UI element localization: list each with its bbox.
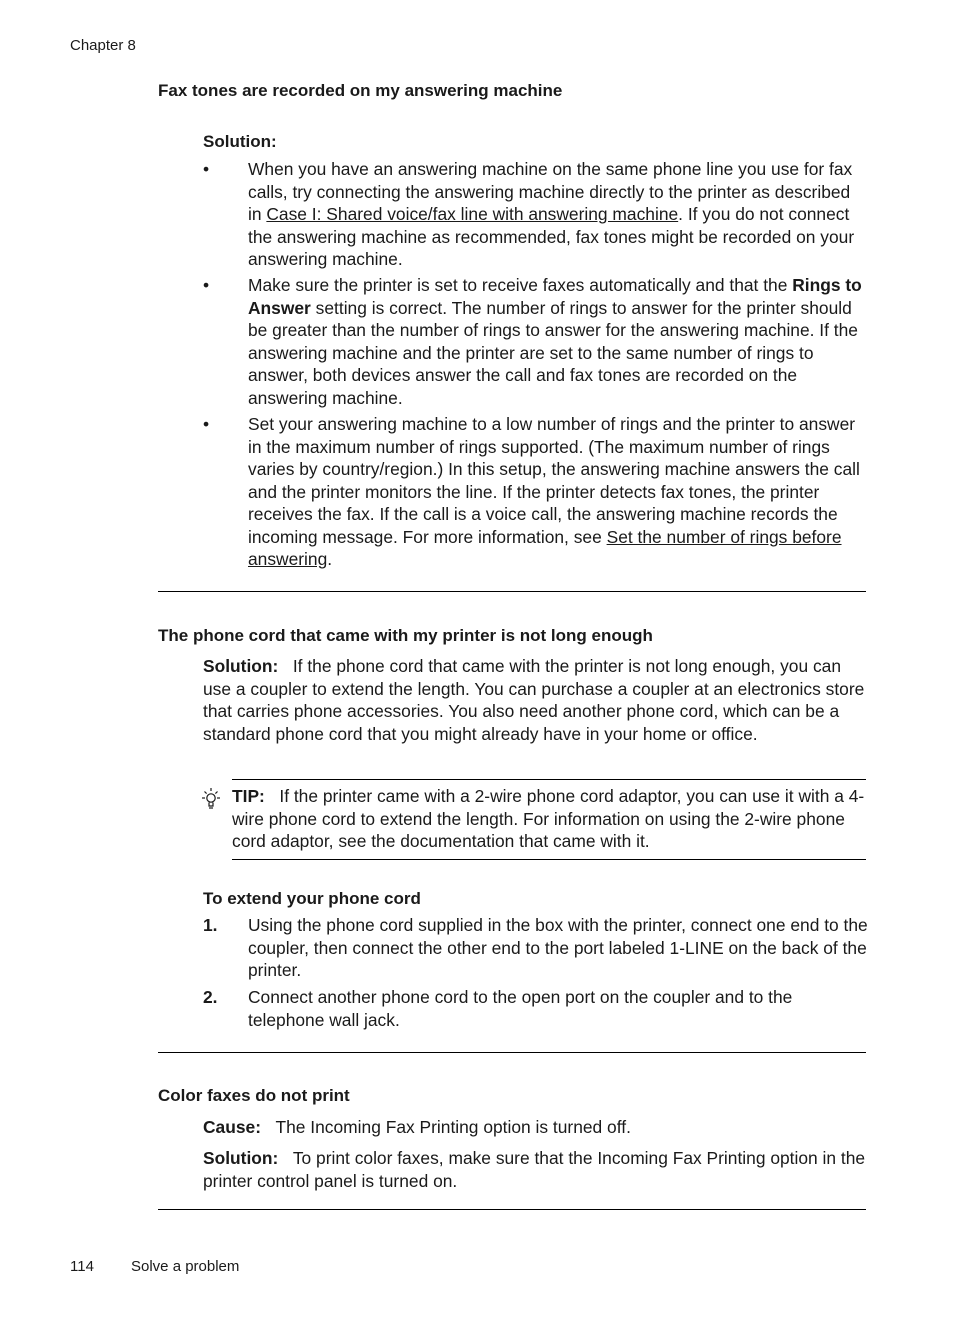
footer-section: Solve a problem — [131, 1258, 240, 1275]
step-number: 2. — [203, 987, 218, 1007]
bullet-item-2: Make sure the printer is set to receive faxes automatically and that the Rings to Answer setting is correct. The number of rings to answer for the printer should be greater than the number of rings to answer for the answering machine. If the answering machine and the printer are set to the same number of rings to answer, both devices answer the call and fax tones are recorded on the answering machine. — [248, 275, 862, 408]
bullet-marker: • — [203, 275, 210, 295]
cause-label: Cause: — [203, 1117, 261, 1137]
link-case-i[interactable]: Case I: Shared voice/fax line with answering machine — [266, 204, 679, 224]
solution-paragraph: Solution: To print color faxes, make sure that the Incoming Fax Printing option in the printer control panel is turned on. — [203, 1148, 866, 1191]
section-divider — [158, 591, 866, 592]
tip-label: TIP: — [232, 786, 265, 806]
section-divider — [158, 1052, 866, 1053]
tip-top-rule — [232, 779, 866, 780]
link-set-rings[interactable]: Set the number of rings before answering — [248, 526, 842, 569]
chapter-header: Chapter 8 — [70, 37, 136, 54]
cause-paragraph: Cause: The Incoming Fax Printing option is turned off. — [203, 1117, 631, 1137]
section-title-color-faxes: Color faxes do not print — [158, 1086, 350, 1105]
section-title-phone-cord: The phone cord that came with my printer is not long enough — [158, 626, 653, 645]
bullet-marker: • — [203, 159, 210, 179]
procedure-title: To extend your phone cord — [203, 889, 421, 908]
bullet-item-3: Set your answering machine to a low number of rings and the printer to answer in the maximum number of rings supported. (The maximum number of rings varies by country/region.) In this setup, the answering machine answers the call and the printer monitors the line. If the printer detects fax tones, the printer receives the fax. If the call is a voice call, the answering machine records the incoming message. For more information, see Set the number of rings before answering. — [248, 414, 860, 569]
lightbulb-icon — [200, 787, 222, 811]
bullet-item-1: When you have an answering machine on the same phone line you use for fax calls, try connecting the answering machine directly to the printer as described in Case I: Shared voice/fax line with answering machine. If you do not connect the answering machine as recommended, fax tones might be recorded on your answering machine. — [248, 159, 855, 269]
section-title-fax-tones: Fax tones are recorded on my answering machine — [158, 81, 563, 100]
step-number: 1. — [203, 915, 218, 935]
section-divider — [158, 1209, 866, 1210]
tip-paragraph: TIP: If the printer came with a 2-wire phone cord adaptor, you can use it with a 4-wire phone cord to extend the length. For information on using the 2-wire phone cord adaptor, see the documentation that came with it. — [232, 786, 865, 851]
step-text: Connect another phone cord to the open port on the coupler and to the telephone wall jack. — [248, 987, 793, 1030]
solution-paragraph: Solution: If the phone cord that came with the printer is not long enough, you can use a coupler to extend the length. You can purchase a coupler at an electronics store that carries phone accessories. You also need another phone cord, which can be a standard phone cord that you might already have in your home or office. — [203, 656, 865, 744]
solution-label: Solution: — [203, 132, 277, 151]
page-number: 114 — [70, 1258, 94, 1275]
solution-label: Solution: — [203, 1148, 279, 1168]
bullet-marker: • — [203, 414, 210, 434]
solution-label: Solution: — [203, 656, 279, 676]
tip-bottom-rule — [232, 859, 866, 860]
step-text: Using the phone cord supplied in the box with the printer, connect one end to the coupler, then connect the other end to the port labeled 1-LINE on the back of the printer. — [248, 915, 868, 980]
